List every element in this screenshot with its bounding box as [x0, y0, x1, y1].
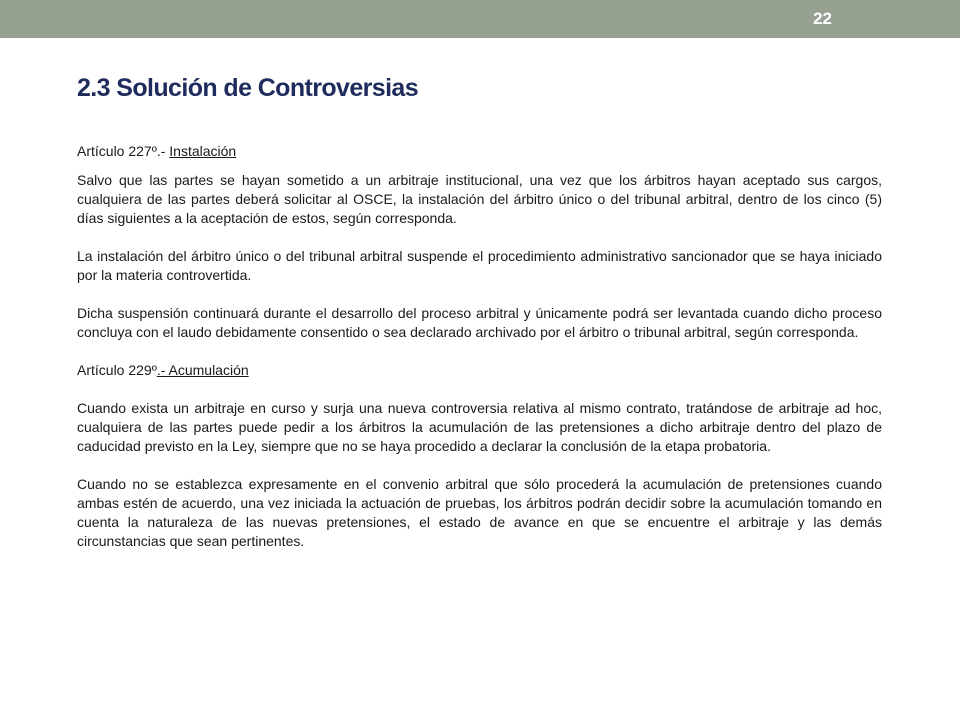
article-227-paragraph-1: Salvo que las partes se hayan sometido a un arbitraje institucional, una vez que los árbitros hayan aceptado sus cargos, cualquiera de las partes deberá solicitar al OSCE, la instalación del árbitro único o del tribunal arbitral, dentro de los cinco (5) días siguientes a la aceptación de estos, según corresponda.: [77, 172, 882, 226]
article-227-number: Artículo 227º.-: [77, 143, 170, 159]
header-bar: [0, 0, 960, 38]
article-229-number: Artículo 229º: [77, 362, 157, 378]
article-227-paragraph-2: La instalación del árbitro único o del tribunal arbitral suspende el procedimiento administrativo sancionador que se haya iniciado por la materia controvertida.: [77, 248, 882, 283]
article-229-paragraph-1: Cuando exista un arbitraje en curso y surja una nueva controversia relativa al mismo contrato, tratándose de arbitraje ad hoc, cualquiera de las partes puede pedir a los árbitros la acumulación de las pretensiones a dicho arbitraje dentro del plazo de caducidad previsto en la Ley, siempre que no se haya procedido a declarar la conclusión de la etapa probatoria.: [77, 400, 882, 454]
slide-content: [77, 142, 882, 551]
article-227-paragraph-3: Dicha suspensión continuará durante el desarrollo del proceso arbitral y únicamente podrá ser levantada cuando dicho proceso concluya con el laudo debidamente consentido o sea declarado archivado por el árbitro o tribunal arbitral, según corresponda.: [77, 305, 882, 340]
article-229-paragraph-2: Cuando no se establezca expresamente en el convenio arbitral que sólo procederá la acumulación de pretensiones cuando ambas estén de acuerdo, una vez iniciada la actuación de pruebas, los árbitros podrán decidir sobre la acumulación tomando en cuenta la naturaleza de las nuevas pretensiones, el estado de avance en que se encuentre el arbitraje y las demás circunstancias que sean pertinentes.: [77, 476, 882, 549]
slide-title: 2.3 Solución de Controversias: [77, 74, 419, 102]
article-227-title: Instalación: [169, 143, 237, 159]
article-227-heading: [77, 142, 882, 161]
slide-number: 22: [813, 9, 832, 28]
article-229-title: .- Acumulación: [156, 362, 249, 378]
article-229-heading: [77, 361, 882, 380]
